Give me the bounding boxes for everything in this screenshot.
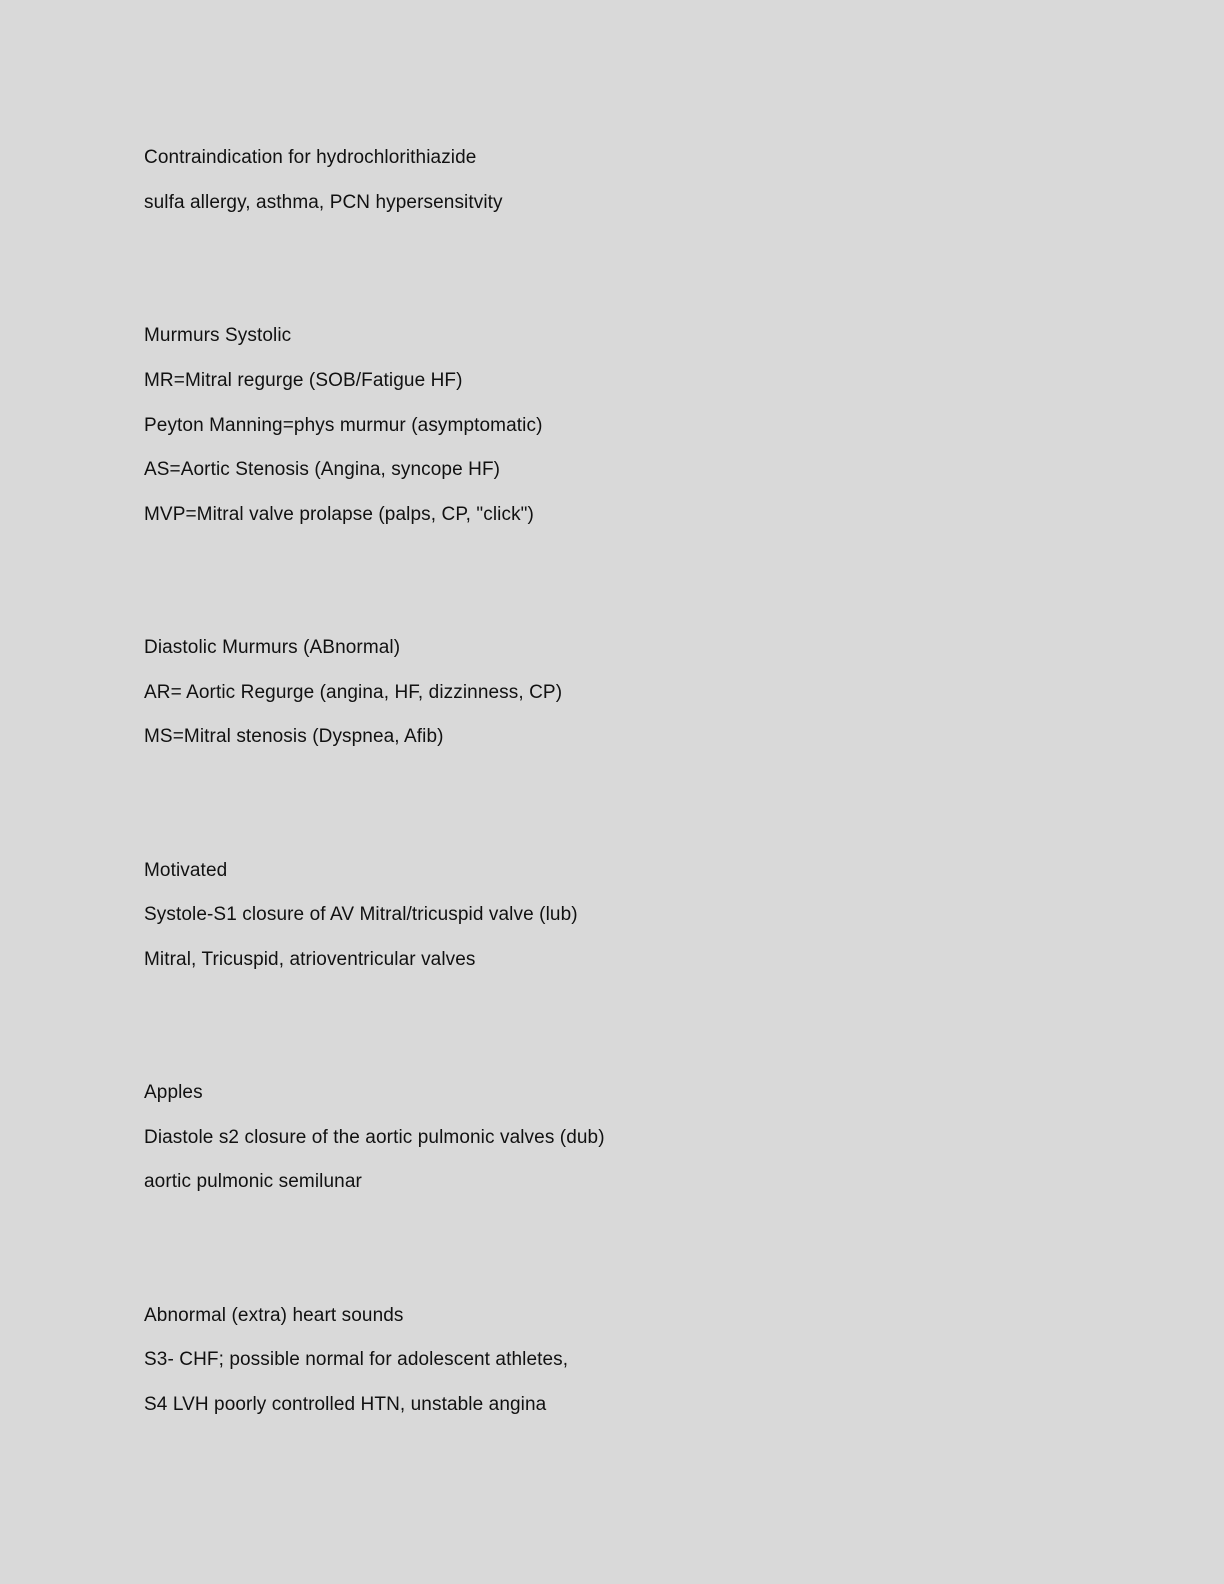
section-line: Diastole s2 closure of the aortic pulmonic valves (dub) <box>144 1127 605 1148</box>
section-heading: Diastolic Murmurs (ABnormal) <box>144 637 401 658</box>
section-heading: Motivated <box>144 860 228 881</box>
section-heading: Abnormal (extra) heart sounds <box>144 1305 404 1326</box>
section-line: S4 LVH poorly controlled HTN, unstable angina <box>144 1394 547 1415</box>
section-heading: Contraindication for hydrochlorithiazide <box>144 147 477 168</box>
section-line: MS=Mitral stenosis (Dyspnea, Afib) <box>144 726 444 747</box>
section-line: AS=Aortic Stenosis (Angina, syncope HF) <box>144 459 501 480</box>
section-line: aortic pulmonic semilunar <box>144 1171 362 1192</box>
section-line: MVP=Mitral valve prolapse (palps, CP, "click") <box>144 504 534 525</box>
section-line: Peyton Manning=phys murmur (asymptomatic) <box>144 415 543 436</box>
section-line: AR= Aortic Regurge (angina, HF, dizzinness, CP) <box>144 682 563 703</box>
section-line: S3- CHF; possible normal for adolescent athletes, <box>144 1349 569 1370</box>
section-line: Mitral, Tricuspid, atrioventricular valves <box>144 949 476 970</box>
section-heading: Murmurs Systolic <box>144 325 292 346</box>
section-line: Systole-S1 closure of AV Mitral/tricuspid valve (lub) <box>144 904 578 925</box>
section-line: MR=Mitral regurge (SOB/Fatigue HF) <box>144 370 463 391</box>
section-line: sulfa allergy, asthma, PCN hypersensitvity <box>144 192 503 213</box>
section-heading: Apples <box>144 1082 203 1103</box>
